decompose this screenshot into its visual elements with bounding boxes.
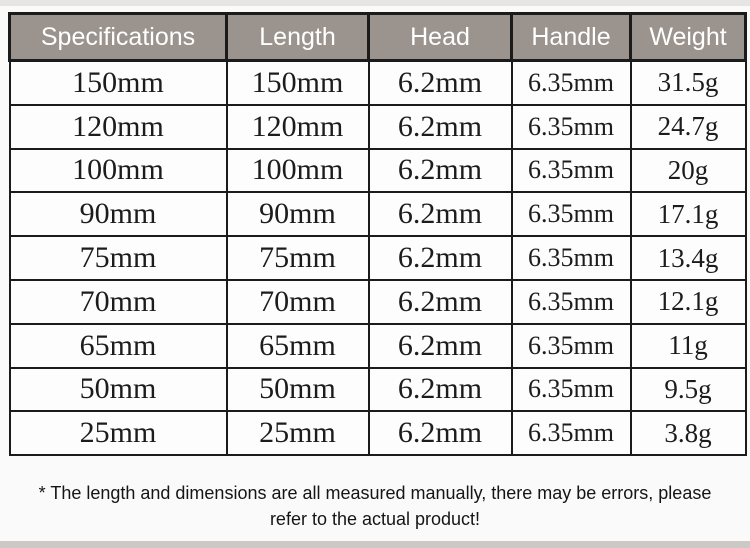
table-cell: 90mm xyxy=(227,192,369,236)
table-cell: 6.35mm xyxy=(512,192,631,236)
bottom-edge-strip xyxy=(0,541,750,548)
table-cell: 20g xyxy=(631,149,746,193)
table-cell: 25mm xyxy=(10,411,227,455)
table-cell: 120mm xyxy=(227,105,369,149)
table-header xyxy=(10,14,746,61)
table-cell: 50mm xyxy=(227,368,369,412)
table-row xyxy=(10,149,746,193)
column-header-specifications: Specifications xyxy=(10,14,227,61)
table-cell: 6.35mm xyxy=(512,324,631,368)
table-cell: 12.1g xyxy=(631,280,746,324)
table-row xyxy=(10,236,746,280)
table-cell: 6.2mm xyxy=(369,411,512,455)
table-row xyxy=(10,411,746,455)
table-cell: 75mm xyxy=(10,236,227,280)
disclaimer-note xyxy=(0,480,750,532)
table-cell: 65mm xyxy=(10,324,227,368)
table-cell: 100mm xyxy=(10,149,227,193)
table-cell: 150mm xyxy=(10,61,227,105)
table-cell: 6.35mm xyxy=(512,105,631,149)
table-cell: 13.4g xyxy=(631,236,746,280)
table-row xyxy=(10,61,746,105)
table-cell: 25mm xyxy=(227,411,369,455)
table-row xyxy=(10,324,746,368)
table-cell: 24.7g xyxy=(631,105,746,149)
column-header-weight: Weight xyxy=(631,14,746,61)
column-header-head: Head xyxy=(369,14,512,61)
disclaimer-line-1: * The length and dimensions are all measured manually, there may be errors, please xyxy=(38,483,712,503)
table-cell: 6.35mm xyxy=(512,236,631,280)
column-header-handle: Handle xyxy=(512,14,631,61)
table-cell: 17.1g xyxy=(631,192,746,236)
table-cell: 90mm xyxy=(10,192,227,236)
table-cell: 50mm xyxy=(10,368,227,412)
table-cell: 31.5g xyxy=(631,61,746,105)
table-row xyxy=(10,105,746,149)
table-cell: 6.2mm xyxy=(369,280,512,324)
table-cell: 75mm xyxy=(227,236,369,280)
table-cell: 9.5g xyxy=(631,368,746,412)
table-header-row xyxy=(10,14,746,61)
table-cell: 6.2mm xyxy=(369,368,512,412)
table-cell: 6.35mm xyxy=(512,411,631,455)
table-cell: 3.8g xyxy=(631,411,746,455)
table-cell: 65mm xyxy=(227,324,369,368)
table-cell: 6.35mm xyxy=(512,149,631,193)
specifications-table xyxy=(8,12,747,456)
table-cell: 6.2mm xyxy=(369,192,512,236)
table-cell: 6.35mm xyxy=(512,61,631,105)
table-cell: 6.35mm xyxy=(512,280,631,324)
table-row xyxy=(10,368,746,412)
table-cell: 6.2mm xyxy=(369,61,512,105)
table-cell: 6.2mm xyxy=(369,149,512,193)
top-edge-strip xyxy=(0,0,750,6)
disclaimer-line-2: refer to the actual product! xyxy=(269,509,481,529)
table-cell: 6.2mm xyxy=(369,324,512,368)
table-cell: 6.35mm xyxy=(512,368,631,412)
table-cell: 6.2mm xyxy=(369,105,512,149)
column-header-length: Length xyxy=(227,14,369,61)
table-row xyxy=(10,280,746,324)
table-cell: 70mm xyxy=(10,280,227,324)
table-cell: 11g xyxy=(631,324,746,368)
table-cell: 100mm xyxy=(227,149,369,193)
table-cell: 6.2mm xyxy=(369,236,512,280)
table-row xyxy=(10,192,746,236)
table-cell: 150mm xyxy=(227,61,369,105)
table-cell: 120mm xyxy=(10,105,227,149)
table-body xyxy=(10,61,746,456)
table-cell: 70mm xyxy=(227,280,369,324)
